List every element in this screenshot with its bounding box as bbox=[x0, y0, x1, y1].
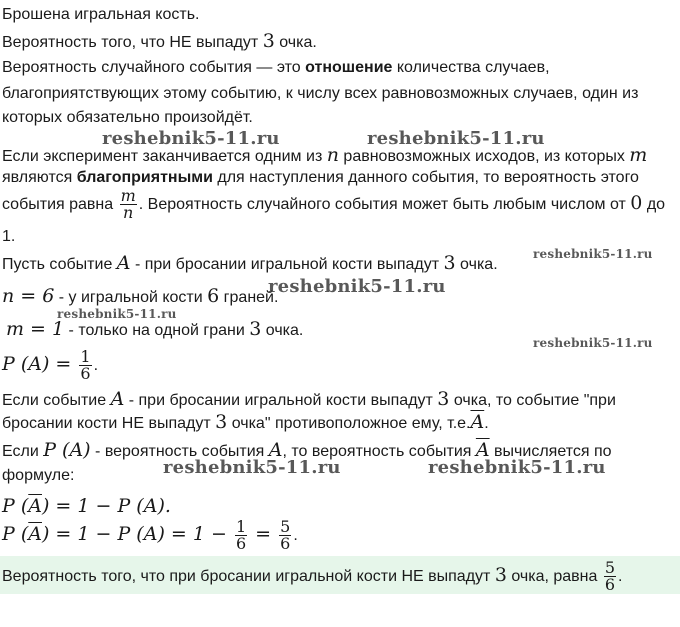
text: . bbox=[484, 415, 489, 432]
text: - вероятность события bbox=[90, 443, 269, 460]
math: m bbox=[629, 144, 648, 166]
watermark: reshebnik5-11.ru bbox=[57, 307, 177, 321]
fraction-m-over-n bbox=[120, 188, 137, 221]
text: 1. bbox=[2, 228, 16, 245]
watermark: reshebnik5-11.ru bbox=[367, 128, 545, 149]
math: 3 bbox=[443, 252, 456, 274]
math: $\overline{A}$ bbox=[475, 439, 490, 461]
definition-line-3 bbox=[2, 108, 253, 128]
text: очка" противоположное ему, т.е. bbox=[227, 415, 471, 432]
complement-formula bbox=[2, 496, 171, 518]
text: - у игральной кости bbox=[54, 289, 208, 306]
denominator: n bbox=[120, 204, 137, 221]
watermark: reshebnik5-11.ru bbox=[428, 457, 606, 478]
denominator: 6 bbox=[235, 534, 247, 554]
text: Вероятность того, что НЕ выпадут bbox=[2, 34, 263, 51]
text: Если эксперимент заканчивается одним из bbox=[2, 148, 327, 165]
math: 3 bbox=[437, 388, 450, 410]
math: 0 bbox=[630, 192, 643, 214]
numerator: 1 bbox=[235, 517, 247, 537]
watermark: reshebnik5-11.ru bbox=[268, 276, 446, 297]
math: $\overline{A}$ bbox=[28, 495, 42, 517]
question-line bbox=[2, 31, 317, 53]
denominator: 6 bbox=[604, 575, 616, 595]
answer-line bbox=[2, 557, 623, 595]
probability-a-line bbox=[2, 346, 98, 384]
math: $\overline{A}$ bbox=[470, 411, 485, 433]
text: являются bbox=[2, 169, 77, 186]
text: очка, равна bbox=[506, 568, 602, 585]
math: n bbox=[326, 144, 339, 166]
math: P ( bbox=[2, 523, 29, 545]
denominator: 6 bbox=[80, 364, 91, 384]
problem-statement bbox=[2, 5, 199, 25]
fraction-5-over-6 bbox=[279, 519, 291, 552]
math: P (A) = bbox=[2, 353, 78, 375]
text: очка. bbox=[261, 322, 304, 339]
definition-line-2 bbox=[2, 84, 638, 104]
math: 3 bbox=[262, 30, 275, 52]
text: Вероятность того, что при бросании игральной кости НЕ выпадут bbox=[2, 568, 495, 585]
math: P (A) bbox=[43, 439, 91, 461]
fraction-5-over-6 bbox=[604, 560, 616, 593]
text: равновозможных исходов, из которых bbox=[338, 148, 630, 165]
denominator: 6 bbox=[280, 534, 291, 554]
event-a-line bbox=[2, 253, 498, 275]
fraction-1-over-6 bbox=[235, 519, 247, 552]
classic-definition-line-1 bbox=[2, 145, 647, 167]
text: Вероятность случайного события — это bbox=[2, 59, 306, 76]
text: которых обязательно произойдёт. bbox=[2, 109, 253, 126]
numerator: m bbox=[120, 186, 136, 206]
watermark: reshebnik5-11.ru bbox=[102, 128, 280, 149]
math: n = 6 bbox=[2, 285, 55, 307]
text: для наступления данного события, то вероятность этого bbox=[212, 169, 639, 186]
opposite-event-line-1 bbox=[2, 389, 616, 411]
text: Если событие bbox=[2, 392, 111, 409]
text: . bbox=[93, 357, 99, 374]
math: A bbox=[110, 388, 125, 410]
complement-calculation bbox=[2, 516, 298, 554]
watermark: reshebnik5-11.ru bbox=[163, 457, 341, 478]
math: 3 bbox=[494, 564, 507, 586]
watermark: reshebnik5-11.ru bbox=[533, 247, 653, 261]
text: граней. bbox=[219, 289, 279, 306]
formula-intro-line-2 bbox=[2, 466, 74, 486]
text: бросании кости НЕ выпадут bbox=[2, 415, 216, 432]
text: Брошена игральная кость. bbox=[2, 6, 200, 23]
text: . bbox=[618, 568, 623, 585]
text: Если bbox=[2, 443, 44, 460]
math: $\overline{A}$ bbox=[28, 523, 42, 545]
numerator: 5 bbox=[280, 517, 291, 537]
bold-term: благоприятными bbox=[76, 169, 213, 186]
math: 3 bbox=[215, 411, 228, 433]
text: - при бросании игральной кости выпадут bbox=[124, 392, 438, 409]
n-value-line bbox=[2, 286, 278, 308]
text: до bbox=[642, 196, 666, 213]
numerator: 1 bbox=[80, 347, 91, 367]
text: очка, то событие "при bbox=[449, 392, 616, 409]
numerator: 5 bbox=[604, 558, 616, 578]
classic-definition-line-3 bbox=[2, 186, 665, 222]
text: количества случаев, bbox=[392, 59, 550, 76]
text: вычисляется по bbox=[489, 443, 612, 460]
classic-definition-line-4 bbox=[2, 227, 15, 247]
text: очка. bbox=[274, 34, 317, 51]
text: Пусть событие bbox=[2, 256, 117, 273]
math: A bbox=[268, 439, 283, 461]
fraction-1-over-6 bbox=[79, 349, 91, 382]
definition-line-1 bbox=[2, 58, 550, 78]
text: , то вероятность события bbox=[282, 443, 476, 460]
math: ) = 1 − P (A). bbox=[41, 495, 171, 517]
text: формуле: bbox=[2, 467, 75, 484]
math: P ( bbox=[2, 495, 29, 517]
math: = bbox=[249, 523, 278, 545]
math: A bbox=[116, 252, 131, 274]
text: благоприятствующих этому событию, к числу всех равновозможных случаев, один из bbox=[2, 85, 639, 102]
text: . Вероятность случайного события может быть любым числом от bbox=[138, 196, 631, 213]
classic-definition-line-2 bbox=[2, 168, 639, 188]
text: - при бросании игральной кости выпадут bbox=[130, 256, 444, 273]
text: события равна bbox=[2, 196, 118, 213]
text: очка. bbox=[455, 256, 498, 273]
bold-term: отношение bbox=[305, 59, 393, 76]
math: 6 bbox=[207, 285, 220, 307]
opposite-event-line-2 bbox=[2, 412, 489, 434]
text: - только на одной грани bbox=[64, 322, 250, 339]
math: ) = 1 − P (A) = 1 − bbox=[41, 523, 233, 545]
math: m = 1 bbox=[6, 318, 65, 340]
math: 3 bbox=[249, 318, 262, 340]
watermark: reshebnik5-11.ru bbox=[533, 336, 653, 350]
m-value-line bbox=[6, 319, 303, 341]
text: . bbox=[293, 527, 298, 544]
